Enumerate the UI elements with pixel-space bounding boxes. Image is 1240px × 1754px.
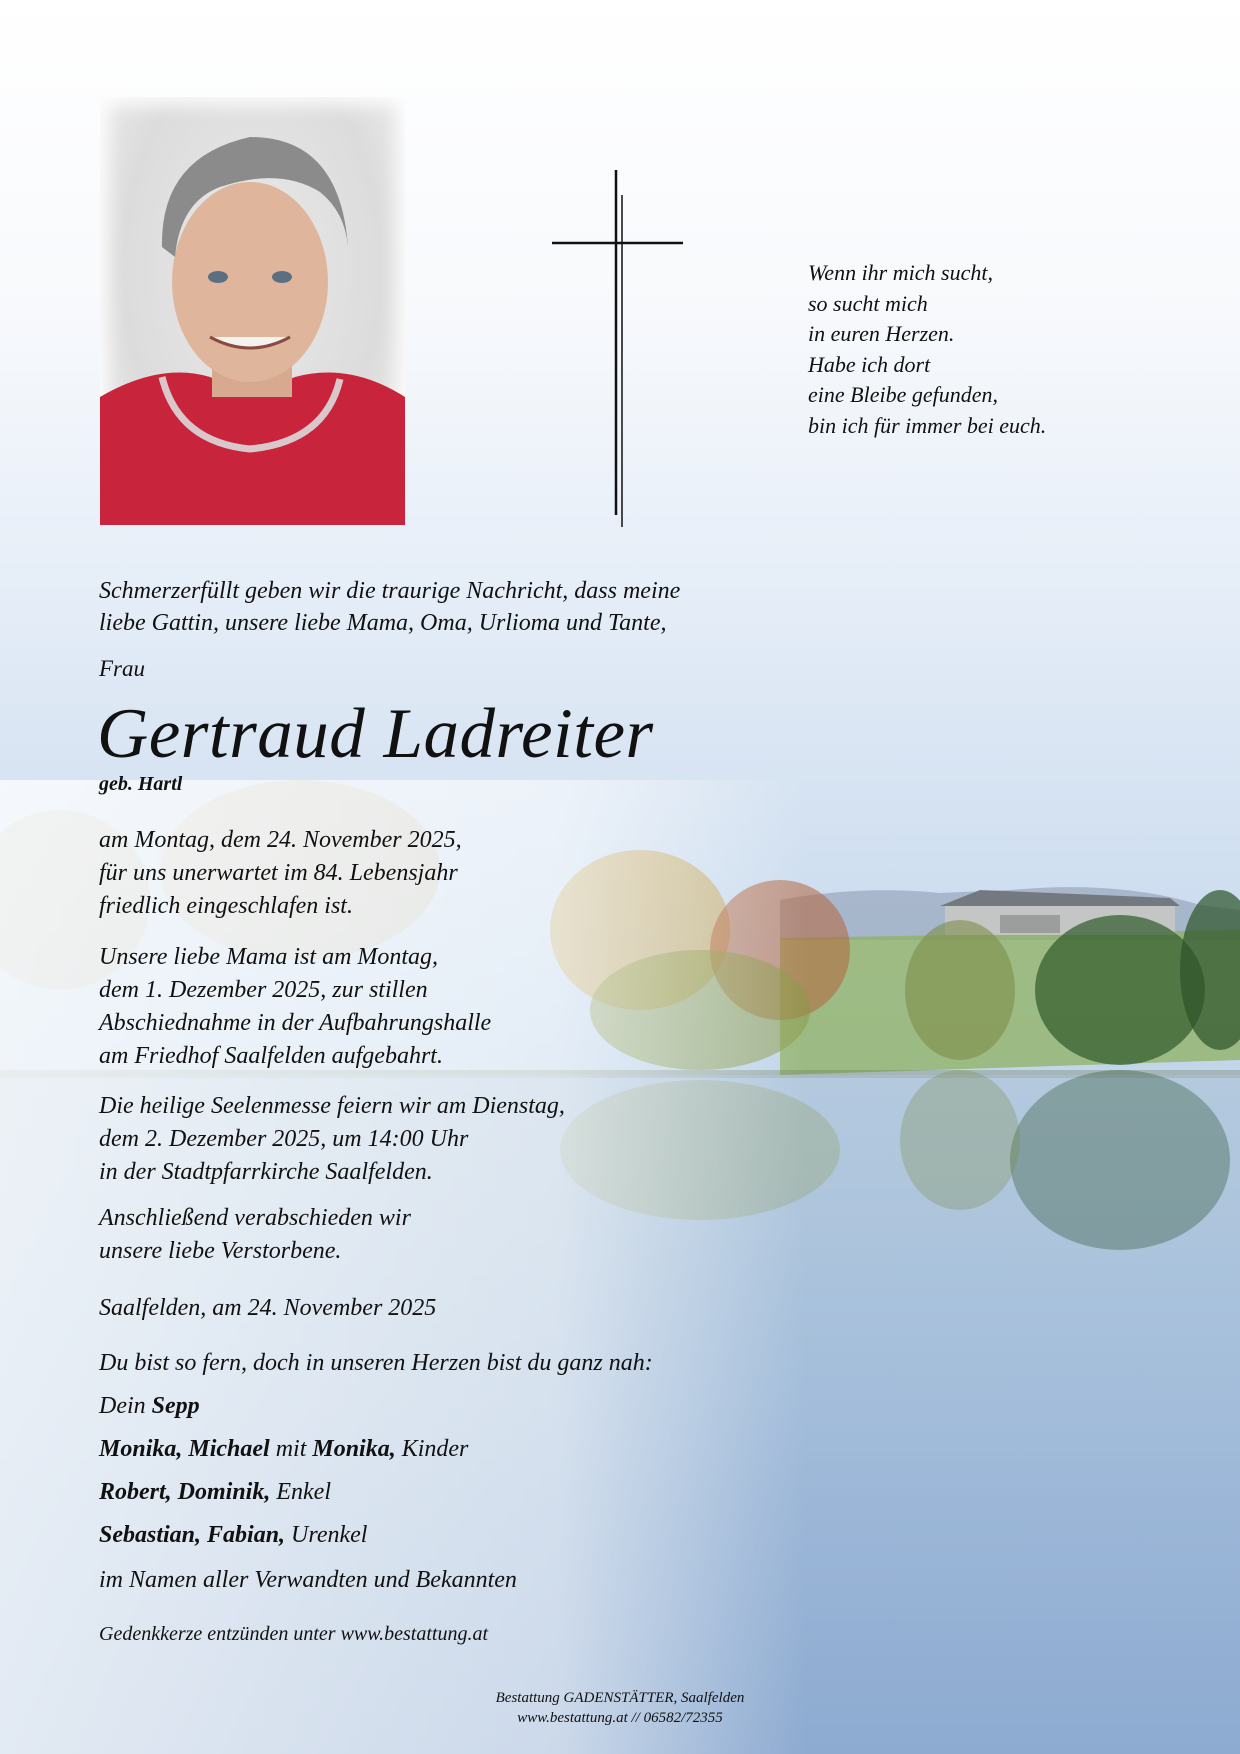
death-line: friedlich eingeschlafen ist. [99, 893, 353, 919]
mourner-relation: Enkel [270, 1479, 331, 1505]
viewing-line: am Friedhof Saalfelden aufgebahrt. [99, 1043, 443, 1069]
cross-icon [550, 170, 685, 527]
poem-line: Habe ich dort [808, 351, 931, 377]
death-line: für uns unerwartet im 84. Lebensjahr [99, 860, 458, 886]
mourner-line-relatives: im Namen aller Verwandten und Bekannten [99, 1567, 517, 1593]
poem-line: bin ich für immer bei euch. [808, 412, 1047, 438]
poem-line: in euren Herzen. [808, 321, 955, 346]
intro-line: Schmerzerfüllt geben wir die traurige Nachricht, dass meine [99, 578, 681, 604]
mourner-relation: Kinder [395, 1436, 469, 1462]
mourner-name: Sebastian, Fabian, [99, 1522, 286, 1548]
intro-line: liebe Gattin, unsere liebe Mama, Oma, Urlioma und Tante, [99, 610, 667, 636]
mourning-quote: Du bist so fern, doch in unseren Herzen bist du ganz nah: [99, 1350, 653, 1376]
memorial-poem [808, 258, 1188, 441]
mass-paragraph [99, 1090, 565, 1189]
farewell-paragraph [99, 1202, 411, 1268]
farewell-line: Anschließend verabschieden wir [99, 1205, 411, 1231]
viewing-line: Abschiednahme in der Aufbahrungshalle [99, 1010, 492, 1036]
viewing-paragraph [99, 941, 491, 1073]
death-line: am Montag, dem 24. November 2025, [99, 827, 462, 853]
mourner-line-husband [99, 1393, 200, 1420]
mass-line: dem 2. Dezember 2025, um 14:00 Uhr [99, 1126, 469, 1152]
mourner-line-grandchildren [99, 1479, 331, 1506]
mass-line: Die heilige Seelenmesse feiern wir am Dienstag, [99, 1093, 565, 1119]
footer-contact: www.bestattung.at // 06582/72355 [517, 1710, 723, 1726]
mourner-name: Monika, [312, 1436, 396, 1462]
portrait-illustration [100, 97, 405, 525]
portrait-photo [100, 97, 405, 525]
maiden-name: geb. Hartl [99, 773, 183, 795]
mourner-line-children [99, 1436, 468, 1463]
death-paragraph [99, 824, 462, 923]
footer-company: Bestattung GADENSTÄTTER, Saalfelden [495, 1690, 745, 1706]
poem-line: so sucht mich [808, 290, 928, 316]
farewell-line: unsere liebe Verstorbene. [99, 1238, 342, 1264]
candle-note: Gedenkkerze entzünden unter www.bestattung.at [99, 1623, 489, 1645]
salutation: Frau [99, 656, 145, 681]
poem-line: eine Bleibe gefunden, [808, 382, 998, 407]
mourner-line-great-grandchildren [99, 1522, 367, 1549]
deceased-name: Gertraud Ladreiter [97, 695, 654, 773]
poem-line: Wenn ihr mich sucht, [808, 260, 993, 285]
intro-text [99, 575, 680, 639]
mass-line: in der Stadtpfarrkirche Saalfelden. [99, 1159, 433, 1185]
viewing-line: dem 1. Dezember 2025, zur stillen [99, 977, 428, 1003]
viewing-line: Unsere liebe Mama ist am Montag, [99, 944, 439, 970]
mourner-name: Monika, Michael [99, 1436, 270, 1462]
mourner-relation: Urenkel [285, 1522, 368, 1548]
mourner-prefix: Dein [99, 1393, 152, 1419]
mourner-name: Robert, Dominik, [99, 1479, 271, 1505]
mourner-name: Sepp [151, 1393, 200, 1419]
place-date: Saalfelden, am 24. November 2025 [99, 1295, 437, 1321]
mourner-connector: mit [269, 1436, 313, 1462]
